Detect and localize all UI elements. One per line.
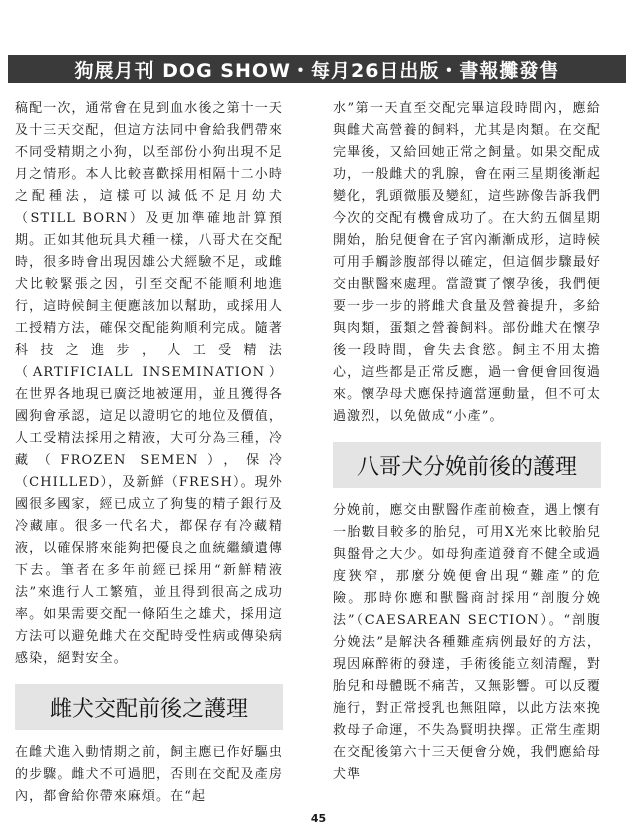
left-paragraph-1: 稿配一次，通常會在見到血水後之第十一天及十三天交配，但這方法同中會給我們帶來不同受精期之小狗，以至部份小狗出現不足月之情形。本人比較喜歡採用相隔十二小時之配種法，這樣可以減低不足月幼犬（STILL BORN）及更加準確地計算預期。正如其他玩具犬種一樣，八哥犬在交配時，很多時會出現因雄公犬經驗不足，或雌犬比較緊張之因，引至交配不能順利地進行，這時候飼主便應該加以幫助，或採用人工授精方法，確保交配能夠順利完成。隨著科技之進步，人工受精法（ARTIFICIALL INSEMINATION）在世界各地現已廣泛地被運用，並且獲得各國狗會承認，這足以證明它的地位及價值，人工受精法採用之精液，大可分為三種，冷藏（FROZEN SEMEN），保冷（CHILLED），及新鮮（FRESH）。現外國很多國家，經已成立了狗隻的精子銀行及冷藏庫。很多一代名犬，都保存有冷藏精液，以確保將來能夠把優良之血統繼續遺傳下去。筆者在多年前經已採用“新鮮精液法”來進行人工繁殖，並且得到很高之成功率。如果需要交配一條陌生之雄犬，採用這方法可以避免雌犬在交配時受性病或傳染病感染，絕對安全。 [15,101,283,666]
section-heading-whelping-care [333,442,601,488]
right-paragraph-1: 水”第一天直至交配完畢這段時間內，應給與雌犬高營養的飼料，尤其是肉類。在交配完畢後，又給回她正常之飼量。如果交配成功，一般雌犬的乳腺，會在兩三星期後漸起變化，乳頭微脹及變紅，這些跡像告訴我們今次的交配有機會成功了。在大約五個星期開始，胎兒便會在子宮內漸漸成形，這時候可用手觸診腹部得以確定，但這個步驟最好交由獸醫來處理。當證實了懷孕後，我們便要一步一步的將雌犬食量及營養提升，多給與肉類，蛋類之營養飼料。部份雌犬在懷孕後一段時間，會失去食慾。飼主不用太擔心，這些都是正常反應，過一會便會回復過來。懷孕母犬應保持適當運動量，但不可太過激烈，以免做成“小產”。 [333,101,601,424]
right-column [333,98,601,786]
left-paragraph-2: 在雌犬進入動情期之前，飼主應已作好驅虫的步驟。雌犬不可過肥，否則在交配及產房內，都會給你帶來麻煩。在“起 [15,745,283,804]
section-heading-female-care [15,684,283,730]
page-number: 45 [310,812,327,825]
left-column [15,98,283,808]
banner-title: 狗展月刊 DOG SHOW・每月26日出版・書報攤發售 [74,59,560,82]
section-heading-text: 八哥犬分娩前後的護理 [356,454,577,480]
header-banner [8,55,626,83]
right-paragraph-2: 分娩前，應交由獸醫作產前檢查，遇上懷有一胎數目較多的胎兒，可用X光來比較胎兒與盤骨之大少。如母狗產道發育不健全或過度狹窄，那麼分娩便會出現“難產”的危險。那時你應和獸醫商討採用“剖腹分娩法”（CAESAREAN SECTION）。“剖腹分娩法”是解決各種難產病例最好的方法，現因麻醉術的發達，手術後能立刻清醒，對胎兒和母體既不痛苦，又無影響。可以反覆施行，對正常授乳也無阻障，以此方法來挽救母子命運，不失為賢明抉擇。正常生產期在交配後第六十三天便會分娩，我們應給母犬準 [333,503,601,782]
section-heading-text: 雌犬交配前後之護理 [49,696,248,722]
